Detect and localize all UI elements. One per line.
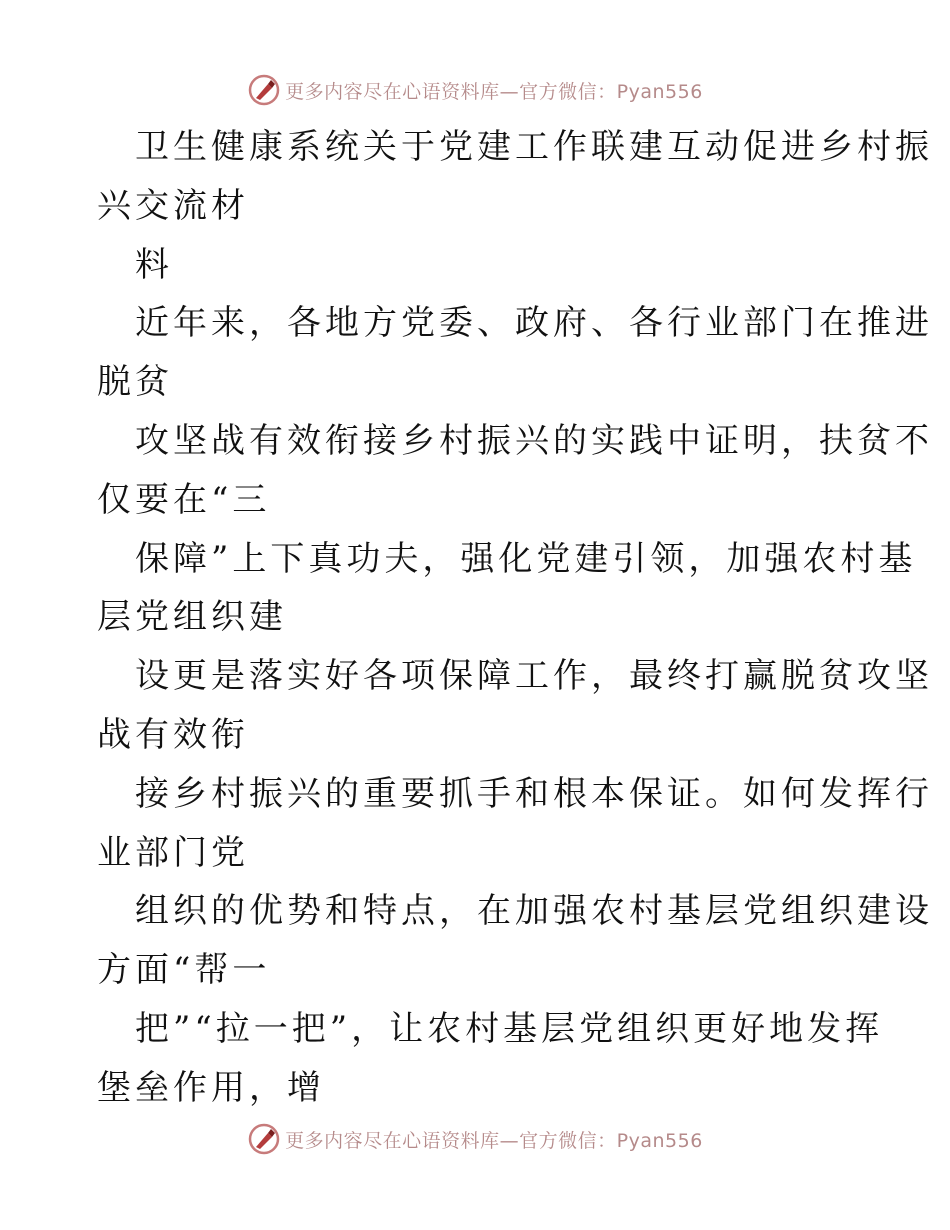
text-line: 堡垒作用，增 bbox=[97, 1067, 325, 1108]
pen-circle-logo-icon bbox=[247, 73, 281, 107]
text-line: 设更是落实好各项保障工作，最终打赢脱贫攻坚 bbox=[135, 656, 933, 697]
text-line: 仅要在“三 bbox=[97, 479, 271, 520]
watermark-text: 更多内容尽在心语资料库—官方微信：Pyan556 bbox=[285, 1129, 703, 1152]
text-line: 近年来，各地方党委、政府、各行业部门在推进 bbox=[135, 303, 933, 344]
text-line: 层党组织建 bbox=[97, 597, 287, 638]
header-watermark bbox=[0, 70, 950, 110]
text-line: 保障”上下真功夫，强化党建引领，加强农村基 bbox=[135, 538, 917, 579]
text-line: 攻坚战有效衔接乡村振兴的实践中证明，扶贫不 bbox=[135, 420, 933, 461]
text-line: 接乡村振兴的重要抓手和根本保证。如何发挥行 bbox=[135, 773, 933, 814]
text-line: 业部门党 bbox=[97, 832, 249, 873]
text-line: 脱贫 bbox=[97, 362, 173, 403]
text-line: 把”“拉一把”，让农村基层党组织更好地发挥 bbox=[135, 1008, 884, 1049]
watermark-text: 更多内容尽在心语资料库—官方微信：Pyan556 bbox=[285, 80, 703, 103]
text-line: 料 bbox=[135, 244, 173, 285]
document-body bbox=[97, 118, 933, 1118]
pen-circle-logo-icon bbox=[247, 1122, 281, 1156]
footer-watermark bbox=[0, 1119, 950, 1159]
text-line: 兴交流材 bbox=[97, 185, 249, 226]
text-line: 方面“帮一 bbox=[97, 950, 271, 991]
text-line: 战有效衔 bbox=[97, 714, 249, 755]
text-line: 组织的优势和特点，在加强农村基层党组织建设 bbox=[135, 891, 933, 932]
text-line: 卫生健康系统关于党建工作联建互动促进乡村振 bbox=[135, 127, 933, 167]
